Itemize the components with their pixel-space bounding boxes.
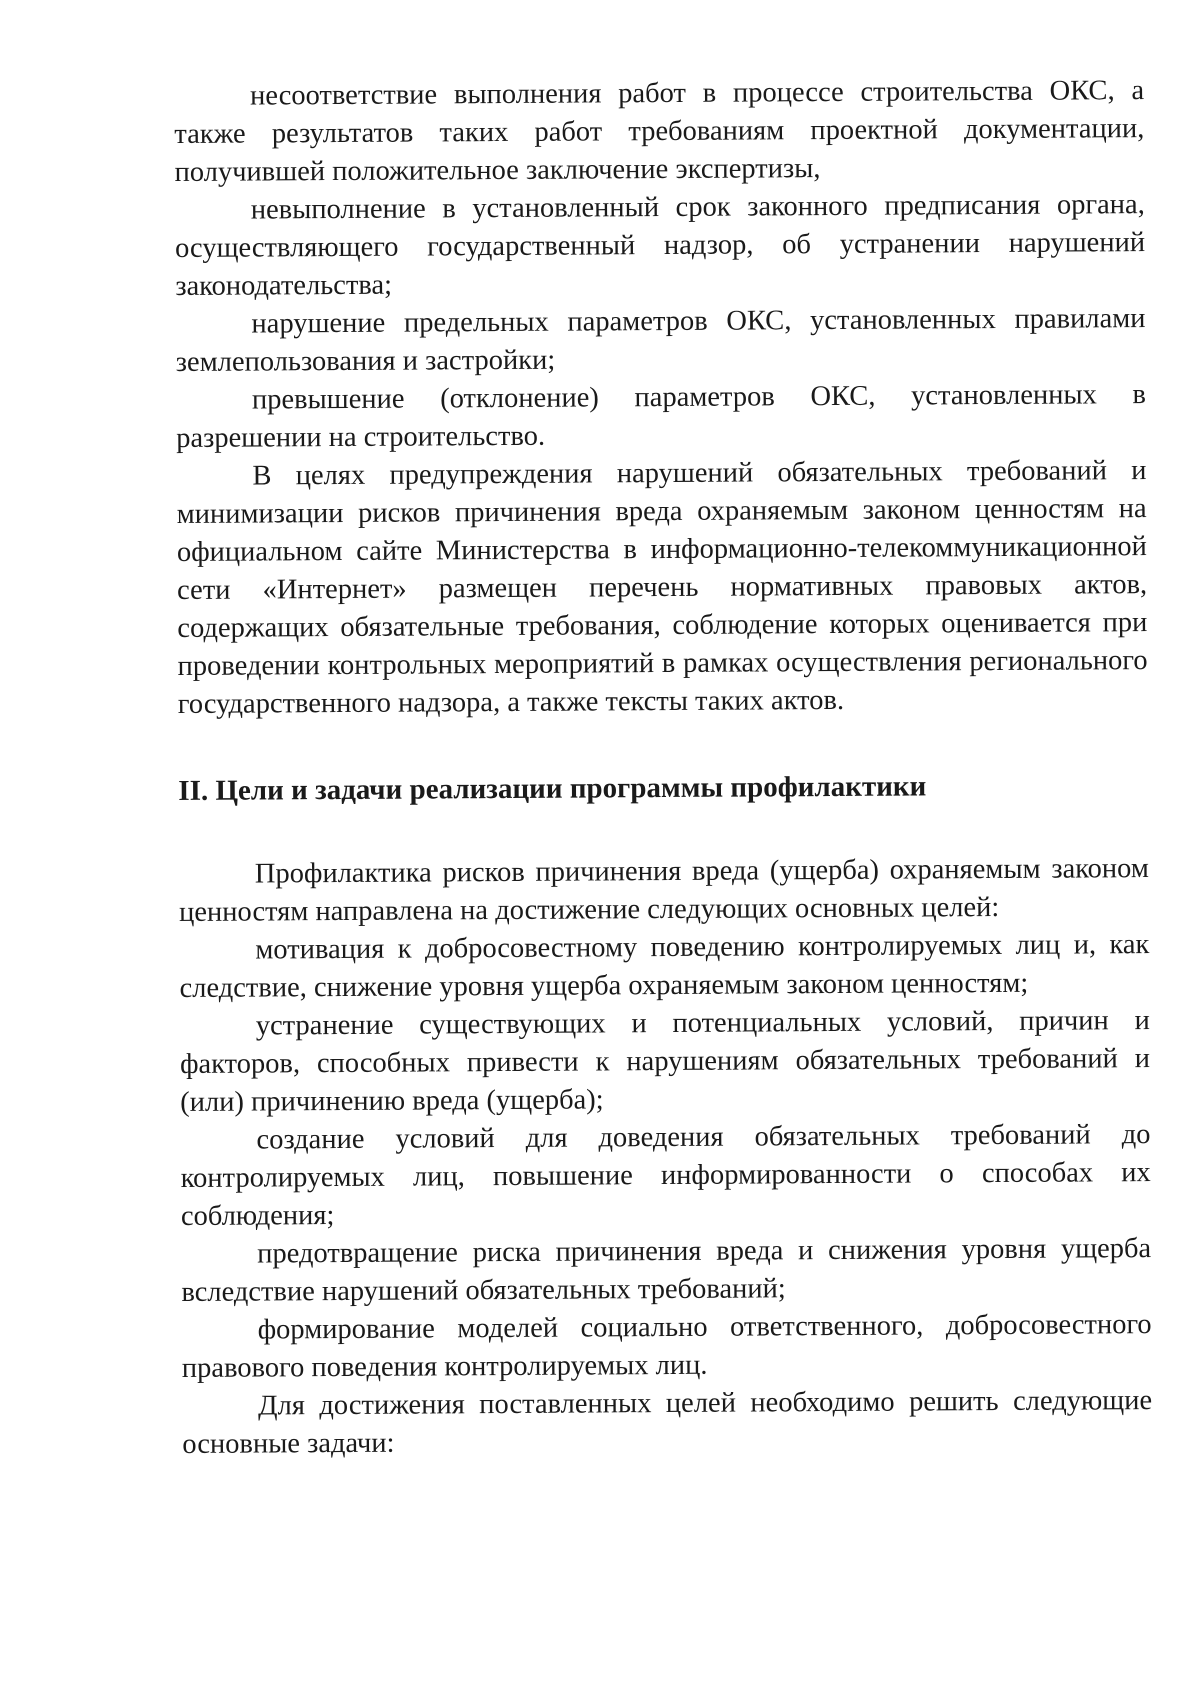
paragraph-goals-intro: Профилактика рисков причинения вреда (ущерба) охраняемым законом ценностям направлена на достижение следующих основных целей: <box>179 853 1149 928</box>
paragraph-prevention-purpose: В целях предупреждения нарушений обязательных требований и минимизации рисков причинения вреда охраняемым законом ценностям на официальном сайте Министерства в информационно-телекоммуникационной сети «Интернет» размещен перечень нормативных правовых актов, содержащих обязательные требования, соблюдение которых оценивается при проведении контрольных мероприятий в рамках осуществления регионального государственного надзора, а также тексты таких актов. <box>176 455 1148 720</box>
paragraph-tasks-intro: Для достижения поставленных целей необходимо решить следующие основные задачи: <box>182 1385 1153 1460</box>
paragraph-permit-deviation: превышение (отклонение) параметров ОКС, установленных в разрешении на строительство. <box>176 379 1147 454</box>
paragraph-goal-elimination: устранение существующих и потенциальных условий, причин и факторов, способных привести к нарушениям обязательных требований и (или) причинению вреда (ущерба); <box>179 1005 1151 1118</box>
paragraph-goal-models: формирование моделей социально ответственного, добросовестного правового поведения контролируемых лиц. <box>181 1309 1152 1384</box>
paragraph-noncompliance: несоответствие выполнения работ в процессе строительства ОКС, а также результатов таких работ требованиям проектной документации, получившей положительное заключение экспертизы, <box>174 75 1145 188</box>
paragraph-limit-violation: нарушение предельных параметров ОКС, установленных правилами землепользования и застройки; <box>175 303 1146 378</box>
document-body <box>174 72 1152 1464</box>
paragraph-order-failure: невыполнение в установленный срок законного предписания органа, осуществляющего государственный надзор, об устранении нарушений законодательства; <box>174 189 1146 302</box>
paragraph-goal-conditions: создание условий для доведения обязательных требований до контролируемых лиц, повышение информированности о способах их соблюдения; <box>180 1119 1151 1232</box>
paragraph-goal-prevention: предотвращение риска причинения вреда и снижения уровня ущерба вследствие нарушений обязательных требований; <box>181 1233 1152 1308</box>
paragraph-goal-motivation: мотивация к добросовестному поведению контролируемых лиц и, как следствие, снижение уровня ущерба охраняемым законом ценностям; <box>179 929 1150 1004</box>
section-heading: II. Цели и задачи реализации программы профилактики <box>178 770 927 807</box>
